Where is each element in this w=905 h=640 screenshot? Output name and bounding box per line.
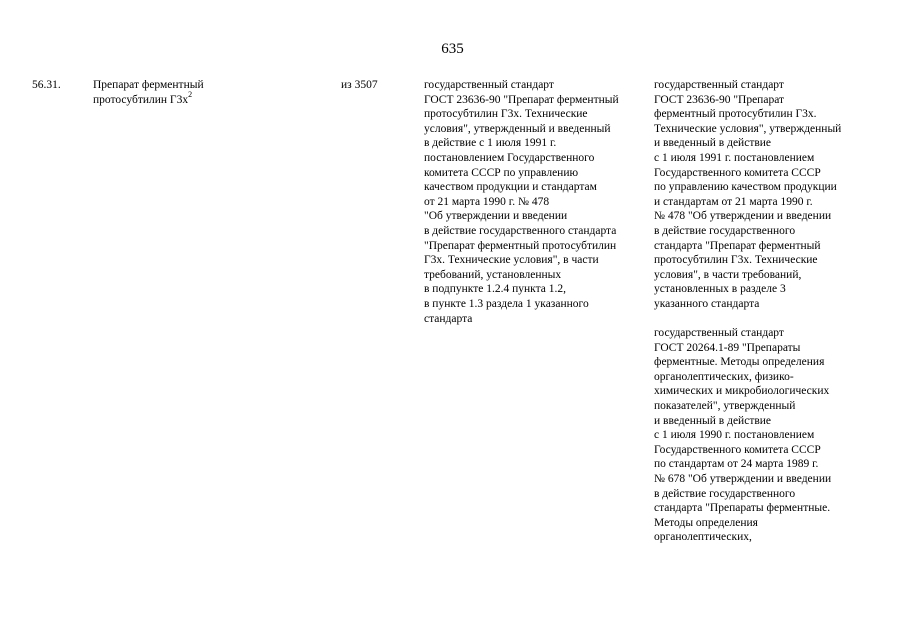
text-line: в пункте 1.3 раздела 1 указанного xyxy=(424,297,589,310)
text-line: Г3х. Технические условия", в части xyxy=(424,254,599,267)
text-line: и введенный в действие xyxy=(654,414,772,427)
text-line: в действие государственного стандарта xyxy=(424,224,617,237)
text-line: № 478 "Об утверждении и введении xyxy=(654,210,832,223)
row-number-text: 56.31. xyxy=(32,79,61,91)
product-code xyxy=(341,78,411,93)
product-code-text: из 3507 xyxy=(341,79,378,91)
text-line: условия", утвержденный и введенный xyxy=(424,122,611,135)
text-line: по управлению качеством продукции xyxy=(654,181,837,194)
method-block-2 xyxy=(654,326,874,545)
text-line: качеством продукции и стандартам xyxy=(424,181,597,194)
text-line: комитета СССР по управлению xyxy=(424,166,579,179)
text-line: указанного стандарта xyxy=(654,297,760,310)
text-line: от 21 марта 1990 г. № 478 xyxy=(424,195,550,208)
text-line: и введенный в действие xyxy=(654,137,772,150)
text-line: органолептических, физико- xyxy=(654,370,794,383)
footnote-marker: 2 xyxy=(188,89,193,99)
text-line: химических и микробиологических xyxy=(654,385,830,398)
text-line: государственный стандарт xyxy=(424,79,554,91)
text-line: в действие государственного xyxy=(654,487,796,500)
text-line: № 678 "Об утверждении и введении xyxy=(654,473,832,486)
text-line: и стандартам от 21 марта 1990 г. xyxy=(654,195,813,208)
text-line: ГОСТ 23636-90 "Препарат xyxy=(654,93,785,106)
text-line: государственный стандарт xyxy=(654,327,784,340)
text-line: стандарта "Препарат ферментный xyxy=(654,239,821,252)
row-number xyxy=(32,78,82,93)
text-line: ферментный протосубтилин Г3х. xyxy=(654,108,817,121)
text-line: "Препарат ферментный протосубтилин xyxy=(424,239,617,252)
text-line: протосубтилин Г3х. Технические xyxy=(654,254,818,267)
text-line: с 1 июля 1990 г. постановлением xyxy=(654,429,815,442)
text-line: в подпункте 1.2.4 пункта 1.2, xyxy=(424,283,566,296)
block-spacer xyxy=(654,312,874,327)
standard-column xyxy=(424,78,646,326)
text-line: установленных в разделе 3 xyxy=(654,283,786,296)
text-line: государственный стандарт xyxy=(654,79,784,91)
text-line: показателей", утвержденный xyxy=(654,400,796,413)
text-line: постановлением Государственного xyxy=(424,151,595,164)
text-line: условия", в части требований, xyxy=(654,268,802,281)
product-name xyxy=(93,78,263,107)
text-line: требований, установленных xyxy=(424,268,562,281)
text-line: ГОСТ 23636-90 "Препарат ферментный xyxy=(424,93,619,106)
text-line: Государственного комитета СССР xyxy=(654,166,821,179)
text-line: в действие с 1 июля 1991 г. xyxy=(424,137,557,150)
text-line: Методы определения xyxy=(654,516,758,529)
page-number: 635 xyxy=(441,41,464,57)
text-line: ферментные. Методы определения xyxy=(654,356,825,369)
product-name-line xyxy=(93,89,263,108)
product-name-line: Препарат ферментный xyxy=(93,79,204,91)
text-line: по стандартам от 24 марта 1989 г. xyxy=(654,458,819,471)
text-line: стандарта xyxy=(424,312,473,325)
text-line: с 1 июля 1991 г. постановлением xyxy=(654,151,815,164)
method-block-1 xyxy=(654,78,874,312)
text-line: ГОСТ 20264.1-89 "Препараты xyxy=(654,341,801,354)
method-column xyxy=(654,78,874,545)
text-line: "Об утверждении и введении xyxy=(424,210,568,223)
product-name-text: протосубтилин Г3х xyxy=(93,93,189,106)
text-line: Технические условия", утвержденный xyxy=(654,122,842,135)
text-line: органолептических, xyxy=(654,531,752,544)
text-line: Государственного комитета СССР xyxy=(654,443,821,456)
text-line: протосубтилин Г3х. Технические xyxy=(424,108,588,121)
text-line: в действие государственного xyxy=(654,224,796,237)
text-line: стандарта "Препараты ферментные. xyxy=(654,502,831,515)
